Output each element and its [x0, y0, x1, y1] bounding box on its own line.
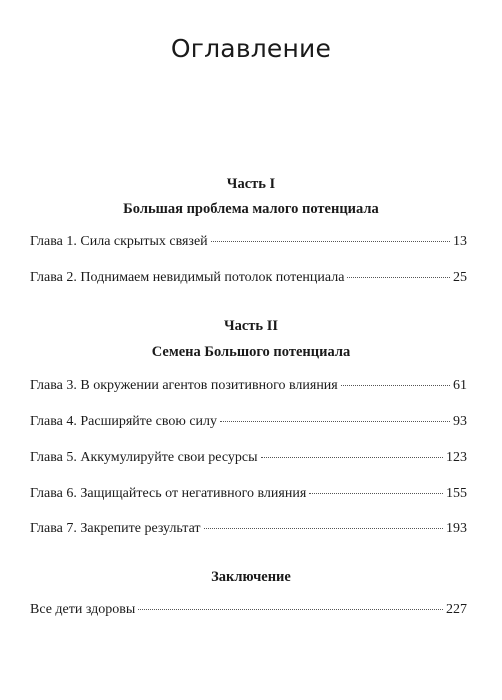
dot-leader — [138, 609, 443, 610]
toc-entry-chapter-1[interactable] — [30, 233, 467, 251]
toc-entry-chapter-2[interactable] — [30, 269, 467, 287]
toc-entry-page: 61 — [453, 378, 467, 393]
toc-entry-label: Глава 5. Аккумулируйте свои ресурсы — [30, 450, 258, 465]
part-1-label: Часть I — [226, 176, 276, 192]
toc-entry-chapter-5[interactable] — [30, 449, 467, 467]
dot-leader — [220, 421, 450, 422]
toc-entry-label: Глава 4. Расширяйте свою силу — [30, 414, 218, 429]
toc-entry-page: 155 — [446, 486, 467, 501]
toc-entry-page: 13 — [453, 234, 467, 249]
dot-leader — [211, 241, 450, 242]
toc-entry-label: Глава 3. В окружении агентов позитивного влияния — [30, 378, 338, 393]
toc-entry-chapter-7[interactable] — [30, 520, 467, 538]
toc-entry-label: Все дети здоровы — [30, 602, 136, 617]
toc-entry-page: 123 — [446, 450, 467, 465]
page-title: Оглавление — [170, 34, 332, 63]
part-2-title: Семена Большого потенциала — [151, 344, 351, 360]
conclusion-heading: Заключение — [211, 569, 291, 585]
part-1-title: Большая проблема малого потенциала — [123, 201, 379, 217]
part-2-label: Часть II — [223, 318, 279, 334]
dot-leader — [347, 277, 450, 278]
dot-leader — [309, 493, 443, 494]
dot-leader — [204, 528, 443, 529]
toc-entry-chapter-3[interactable] — [30, 377, 467, 395]
dot-leader — [341, 385, 450, 386]
toc-entry-label: Глава 1. Сила скрытых связей — [30, 234, 208, 249]
toc-entry-label: Глава 6. Защищайтесь от негативного влияния — [30, 486, 307, 501]
toc-entry-label: Глава 2. Поднимаем невидимый потолок потенциала — [30, 270, 345, 285]
toc-entry-page: 227 — [446, 602, 467, 617]
toc-entry-chapter-6[interactable] — [30, 485, 467, 503]
toc-entry-chapter-4[interactable] — [30, 413, 467, 431]
toc-entry-page: 25 — [453, 270, 467, 285]
toc-entry-page: 193 — [446, 521, 467, 536]
toc-entry-page: 93 — [453, 414, 467, 429]
toc-entry-conclusion[interactable] — [30, 601, 467, 619]
dot-leader — [261, 457, 443, 458]
toc-entry-label: Глава 7. Закрепите результат — [30, 521, 201, 536]
